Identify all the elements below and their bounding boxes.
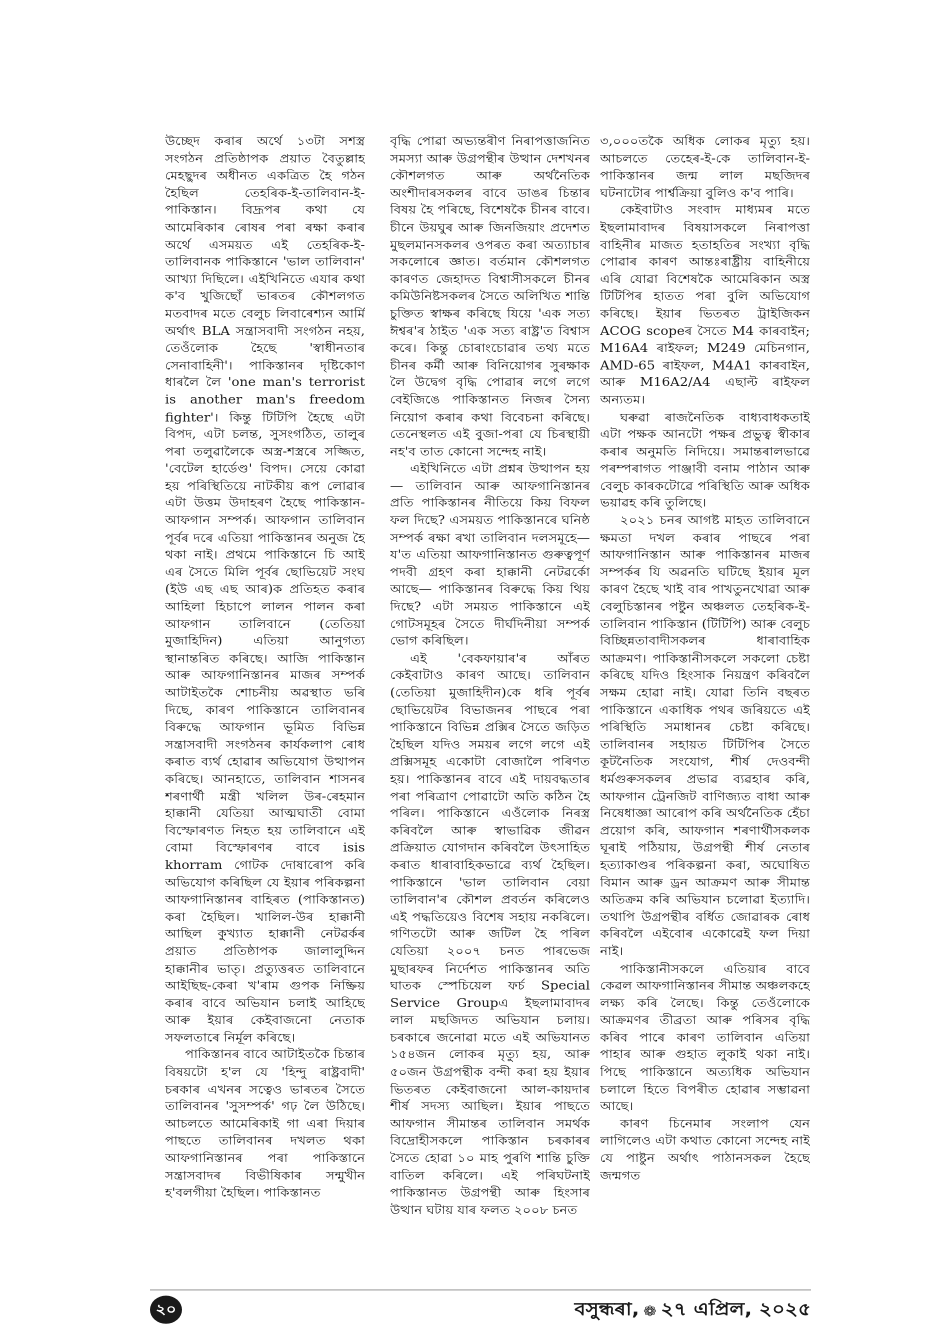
paragraph: পাকিস্তানৰ বাবে আটাইতকৈ চিন্তাৰ বিষয়টো হ'ল যে 'হিন্দু ৰাষ্ট্ৰবাদী' চৰকাৰ এখনৰ সত্বেও ভাৰতৰ সৈতে তালিবানৰ 'সুসম্পৰ্ক' গঢ় লৈ উঠিছে। আচলতে আমেৰিকাই গা এৰা দিয়াৰ পাছতে তালিবানৰ দখলত থকা আফগানিস্তানৰ পৰা পাকিস্তানে সন্ত্ৰাসবাদৰ বিভীষিকাৰ সন্মুখীন হ'বলগীয়া হৈছিল। পাকিস্তানত [165, 1048, 365, 1200]
footer-masthead [574, 1297, 811, 1326]
paragraph: কেইবাটাও সংবাদ মাধ্যমৰ মতে ইছলামাবাদৰ বিষয়াসকলে নিৰাপত্তা বাহিনীৰ মাজত হতাহতিৰ সংখ্যা বৃদ্ধি পোৱাৰ কাৰণ আন্তঃৰাষ্ট্ৰীয় বাহিনীয়ে এৰি যোৱা বিশেষকৈ আমেৰিকান অস্ত্ৰ টিটিপিৰ হাতত পৰা বুলি অভিযোগ কৰিছে। ইয়াৰ ভিতৰত ট্ৰাইজিকন ACOG scopeৰ সৈতে M4 কাৰবাইন; M16A4 ৰাইফল; M249 মেচিনগান, AMD-65 ৰাইফল, M4A1 কাৰবাইন, আৰু M16A2/A4 এছাল্ট ৰাইফল অন্যতম। [600, 204, 810, 408]
column-1 [165, 134, 365, 1295]
paragraph: ঘৰুৱা ৰাজনৈতিক বাধ্যবাধকতাই এটা পক্ষক আনটো পক্ষৰ প্ৰভুত্ব স্বীকাৰ কৰাৰ অনুমতি নিদিয়ে। সমান্তৰালভাৱে পৰম্পৰাগত পাঞ্জাবী বনাম পাঠান আৰু বেলুচ কাৰকটোৱে পৰিস্থিতি আৰু অধিক ভয়াৱহ কৰি তুলিছে। [600, 411, 810, 511]
paragraph: উচ্ছেদ কৰাৰ অৰ্থে ১৩টা সশস্ত্ৰ সংগঠন প্ৰতিষ্ঠাপক প্ৰয়াত বৈতুল্লাহ মেহছুদৰ অধীনত একত্ৰিত হৈ গঠন হৈছিল তেহৰিক-ই-তালিবান-ই-পাকিস্তান। বিদ্ৰূপৰ কথা যে আমেৰিকাৰ ৰোষৰ পৰা ৰক্ষা কৰাৰ অৰ্থে এসময়ত এই তেহৰিক-ই-তালিবানক পাকিস্তানে 'ভাল তালিবান' আখ্যা দিছিলে। এইখিনিতে এযাৰ কথা ক'ব খুজিছোঁ ভাৰতৰ কৌশলগত মতবাদৰ মতে বেলুচ লিবাৰেশ্যন আৰ্মি অৰ্থাৎ BLA সন্ত্ৰাসবাদী সংগঠন নহয়, তেওঁলোক হৈছে 'স্বাধীনতাৰ সেনাবাহিনী'। পাকিস্তানৰ দৃষ্টিকোণ ধাৰলৈ লৈ 'one man's terrorist is another man's freedom fighter'। কিন্তু টিটিপি হৈছে এটা বিপদ, এটা চলন্ত, সুসংগঠিত, তালুৰ পৰা তলুৱালৈকে অস্ত্ৰ-শস্ত্ৰৰে সজ্জিত, 'বেটেল হাৰ্ডেণ্ড' বিপদ। সেয়ে কোৱা হয় পৰিস্থিতিয়ে নাটকীয় ৰূপ লোৱাৰ এটা উত্তম উদাহৰণ হৈছে পাকিস্তান-আফগান সম্পৰ্ক। আফগান তালিবান পূৰ্বৰ দৰে এতিয়া পাকিস্তানৰ অনুজ হৈ থকা নাই। প্ৰথমে পাকিস্তানে চি আই এৰ সৈতে মিলি পূৰ্বৰ ছোভিয়েট সংঘ (ইউ এছ এছ আৰ)ক প্ৰতিহত কৰাৰ আহিলা হিচাপে লালন পালন কৰা আফগান তালিবানে (তেতিয়া মুজাহিদিন) এতিয়া আনুগত্য স্থানান্তৰিত কৰিছে। আজি পাকিস্তান আৰু আফগানিস্তানৰ মাজৰ সম্পৰ্ক আটাইতকৈ শোচনীয় অৱস্থাত ভৰি দিছে, কাৰণ পাকিস্তানে তালিবানৰ বিৰুদ্ধে আফগান ভূমিত বিভিন্ন সন্ত্ৰাসবাদী সংগঠনৰ কাৰ্যকলাপ ৰোধ কৰাত ব্যৰ্থ হোৱাৰ অভিযোগ উত্থাপন কৰিছে। আনহাতে, তালিবান শাসনৰ শৰণাৰ্থী মন্ত্ৰী খলিল উৰ-ৰেহমান হাক্কানী যেতিয়া আত্মঘাতী বোমা বিস্ফোৰণত নিহত হয় তালিবানে এই বোমা বিস্ফোৰণৰ বাবে isis khorram গোটক দোষাৰোপ কৰি অভিযোগ কৰিছিল যে ইয়াৰ পৰিকল্পনা আফগানিস্তানৰ বাহিৰত (পাকিস্তানত) কৰা হৈছিল। খালিল-উৰ হাক্কানী আছিল কুখ্যাত হাক্কানী নেটৱৰ্কৰ প্ৰয়াত প্ৰতিষ্ঠাপক জালালুদ্দিন হাক্কানীৰ ভাতৃ। প্ৰত্যুত্তৰত তালিবানে আইছিছ-কেৰা খ'ৰাম গুপক নিষ্ক্ৰিয় কৰাৰ বাবে অভিযান চলাই আহিছে আৰু ইয়াৰ কেইবাজনো নেতাক সফলতাৰে নিৰ্মূল কৰিছে। [165, 135, 365, 1045]
flower-icon: ❁ [643, 1302, 657, 1320]
paragraph: এইখিনিতে এটা প্ৰশ্নৰ উত্থাপন হয়— তালিবান আৰু আফগানিস্তানৰ প্ৰতি পাকিস্তানৰ নীতিয়ে কিয় বিফল ফল দিছে? এসময়ত পাকিস্তানৰে ঘনিষ্ঠ সম্পৰ্ক ৰক্ষা ৰখা তালিবান দলসমূহে— য'ত এতিয়া আফগানিস্তানত গুৰুত্বপূৰ্ণ পদবী গ্ৰহণ কৰা হাক্কানী নেটৱৰ্কো আছে— পাকিস্তানৰ বিৰুদ্ধে কিয় থিয় দিছে? এটা সময়ত পাকিস্তানে এই গোটসমূহৰ সৈতে দীৰ্ঘদিনীয়া সম্পৰ্ক ভোগ কৰিছিল। [390, 462, 590, 649]
paragraph: এই 'বেকফায়াৰ'ৰ আঁৰত কেইবাটাও কাৰণ আছে। তালিবান (তেতিয়া মুজাহিদীন)কে ধৰি পূৰ্বৰ ছোভিয়েটৰ বিভাজনৰ পাছৰে পৰা পাকিস্তানে বিভিন্ন প্ৰক্সিৰ সৈতে জড়িত হৈছিল যদিও সময়ৰ লগে লগে এই প্ৰক্সিসমূহ একোটা বোজালৈ পৰিণত হয়। পাকিস্তানৰ বাবে এই দায়বদ্ধতাৰ পৰা পৰিত্ৰাণ পোৱাটো অতি কঠিন হৈ পৰিল। পাকিস্তানে এওঁলোক নিৰস্ত্ৰ কৰিবলৈ আৰু স্বাভাৱিক জীৱন প্ৰক্ৰিয়াত যোগদান কৰিবলৈ উৎসাহিত কৰাত ধাৰাবাহিকভাৱে ব্যৰ্থ হৈছিল। পাকিস্তানে 'ভাল তালিবান বেয়া তালিবান'ৰ কৌশল প্ৰবৰ্তন কৰিলেও এই পদ্ধতিয়েও বিশেষ সহায় নকৰিলে। গণিতটো আৰু জটিল হৈ পৰিল যেতিয়া ২০০৭ চনত পাৰভেজ মুছাৰফৰ নিৰ্দেশত পাকিস্তানৰ অতি ঘাতক স্পেচিয়েল ফৰ্চ Special Service Groupএ ইছলামাবাদৰ লাল মছজিদত অভিযান চলায়। চৰকাৰে জনোৱা মতে এই অভিযানত ১৫৪জন লোকৰ মৃত্যু হয়, আৰু ৫০জন উগ্ৰপন্থীক বন্দী কৰা হয় ইয়াৰ ভিতৰত কেইবাজনো আল-কায়দাৰ শীৰ্ষ সদস্য আছিল। ইয়াৰ পাছতে আফগান সীমান্তৰ তালিবান সমৰ্থক বিদ্ৰোহীসকলে পাকিস্তান চৰকাৰৰ সৈতে হোৱা ১০ মাহ পুৰণি শান্তি চুক্তি বাতিল কৰিলে। এই পৰিঘটনাই পাকিস্তানত উগ্ৰপন্থী আৰু হিংসাৰ উত্থান ঘটায় যাৰ ফলত ২০০৮ চনত [390, 652, 590, 1218]
paragraph: পাকিস্তানীসকলে এতিয়াৰ বাবে কেৱল আফগানিস্তানৰ সীমান্ত অঞ্চলকহে লক্ষ্য কৰি লৈছে। কিন্তু তেওঁলোকে আক্ৰমণৰ তীব্ৰতা আৰু পৰিসৰ বৃদ্ধি কৰিব পাৰে কাৰণ তালিবান এতিয়া পাহাৰ আৰু গুহাত লুকাই থকা নাই। পিছে পাকিস্তানে অত্যধিক অভিযান চলালে হিতে বিপৰীত হোৱাৰ সম্ভাৱনা আছে। [600, 962, 810, 1114]
paragraph: কাৰণ চিনেমাৰ সংলাপ যেন লাগিলেও এটা কথাত কোনো সন্দেহ নাই যে পাষ্টুন অৰ্থাৎ পাঠানসকল হৈছে জন্মগত [600, 1117, 810, 1183]
paragraph: ২০২১ চনৰ আগষ্ট মাহত তালিবানে ক্ষমতা দখল কৰাৰ পাছৰে পৰা আফগানিস্তান আৰু পাকিস্তানৰ মাজৰ সম্পৰ্কৰ যি অৱনতি ঘটিছে ইয়াৰ মূল কাৰণ হৈছে খাই বাৰ পাখতুনখোৱা আৰু বেলুচিস্তানৰ পষ্টুন অঞ্চলত তেহৰিক-ই-তালিবান পাকিস্তান (টিটিপি) আৰু বেলুচ বিচ্ছিন্নতাবাদীসকলৰ ধাৰাবাহিক আক্ৰমণ। পাকিস্তানীসকলে সকলো চেষ্টা কৰিছে যদিও হিংসাক নিয়ন্ত্ৰণ কৰিবলৈ সক্ষম হোৱা নাই। যোৱা তিনি বছৰত পাকিস্তানে একাধিক পথৰ জৰিয়তে এই পৰিস্থিতি সমাধানৰ চেষ্টা কৰিছে। তালিবানৰ সহায়ত টিটিপিৰ সৈতে কূটনৈতিক সংযোগ, শীৰ্ষ দেওবন্দী ধৰ্মগুৰুসকলৰ প্ৰভাৱ ব্যৱহাৰ কৰি, আফগান ট্ৰেনজিট বাণিজ্যত বাধা আৰু নিষেধাজ্ঞা আৰোপ কৰি অৰ্থনৈতিক হেঁচা প্ৰয়োগ কৰি, আফগান শৰণাৰ্থীসকলক ঘূৰাই পঠিয়ায়, উগ্ৰপন্থী শীৰ্ষ নেতাৰ হত্যাকাণ্ডৰ পৰিকল্পনা কৰা, অঘোষিত বিমান আৰু ড্ৰন আক্ৰমণ আৰু সীমান্ত অতিক্ৰম কৰি অভিযান চলোৱা ইত্যাদি। তথাপি উগ্ৰপন্থীৰ বৰ্ধিত জোৱাৰক ৰোধ কৰিবলৈ এইবোৰ একোৱেই ফল দিয়া নাই। [600, 514, 810, 959]
column-2 [390, 134, 590, 1295]
paragraph: ৩,০০০তকৈ অধিক লোকৰ মৃত্যু হয়। আচলতে তেহেৰ-ই-কে তালিবান-ই-পাকিস্তানৰ জন্ম লাল মছজিদৰ ঘটনাটোৰ পাৰ্শ্বক্ৰিয়া বুলিও ক'ব পাৰি। [600, 135, 810, 201]
paragraph: বৃদ্ধি পোৱা অভ্যন্তৰীণ নিৰাপত্তাজনিত সমস্যা আৰু উগ্ৰপন্থীৰ উত্থান দেশখনৰ কৌশলগত আৰু অৰ্থনৈতিক অংশীদাৰসকলৰ বাবে ডাঙৰ চিন্তাৰ বিষয় হৈ পৰিছে, বিশেষকৈ চীনৰ বাবে। চীনে উয়ঘুৰ আৰু জিনজিয়াং প্ৰদেশত মুছলমানসকলৰ ওপৰত কৰা অত্যাচাৰ সকলোৰে জ্ঞাত। বৰ্তমান কৌশলগত কাৰণত জেহাদত বিশ্বাসীসকলে চীনৰ কমিউনিষ্টসকলৰ সৈতে অলিখিত শান্তি চুক্তিত স্বাক্ষৰ কৰিছে যিয়ে 'এক সত্য ঈশ্বৰ'ৰ ঠাইত 'এক সত্য ৰাষ্ট্ৰ'ত বিশ্বাস কৰে। কিন্তু চোৰাংচোৱাৰ তথ্য মতে চীনৰ কৰ্মী আৰু বিনিয়োগৰ সুৰক্ষাক লৈ উদ্বেগ বৃদ্ধি পোৱাৰ লগে লগে বেইজিঙে পাকিস্তানত নিজৰ সৈন্য নিয়োগ কৰাৰ কথা বিবেচনা কৰিছে। তেনেস্থলত এই বুজা-পৰা যে চিৰস্থায়ী নহ'ব তাত কোনো সন্দেহ নাই। [390, 135, 590, 459]
page-number: ২০ [150, 1296, 182, 1324]
issue-date: ২৭ এপ্ৰিল, ২০২৫ [660, 1298, 811, 1320]
footer-rule [150, 1289, 811, 1290]
publication-name: বসুন্ধৰা, [574, 1298, 640, 1320]
column-3 [600, 134, 810, 1295]
